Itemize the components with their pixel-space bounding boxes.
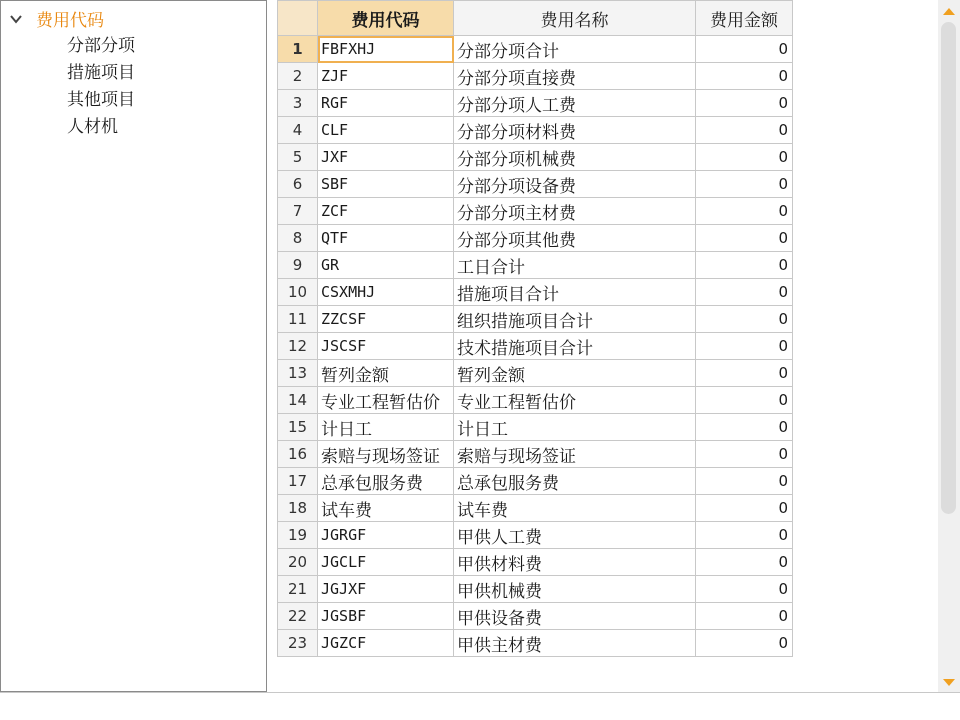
row-number[interactable]: 21: [278, 576, 318, 603]
table-row[interactable]: [278, 549, 793, 576]
column-header-amount[interactable]: 费用金额: [696, 1, 793, 36]
table-row[interactable]: [278, 198, 793, 225]
row-number[interactable]: 1: [278, 36, 318, 63]
row-number[interactable]: 18: [278, 495, 318, 522]
table-row[interactable]: [278, 279, 793, 306]
cell-code[interactable]: JGSBF: [318, 603, 454, 630]
table-row[interactable]: [278, 333, 793, 360]
cell-amount[interactable]: 0: [696, 144, 793, 171]
row-number[interactable]: 12: [278, 333, 318, 360]
cell-name[interactable]: 分部分项其他费: [454, 225, 696, 252]
column-header-name[interactable]: 费用名称: [454, 1, 696, 36]
cost-code-tree: [0, 0, 267, 692]
row-number[interactable]: 15: [278, 414, 318, 441]
cell-code[interactable]: 专业工程暂估价: [318, 387, 454, 414]
cell-name[interactable]: 分部分项主材费: [454, 198, 696, 225]
row-number[interactable]: 16: [278, 441, 318, 468]
cell-name[interactable]: 工日合计: [454, 252, 696, 279]
cell-code[interactable]: RGF: [318, 90, 454, 117]
cell-code[interactable]: JSCSF: [318, 333, 454, 360]
cell-code[interactable]: SBF: [318, 171, 454, 198]
tree-item[interactable]: 分部分项: [67, 36, 135, 56]
cell-name[interactable]: 甲供机械费: [454, 576, 696, 603]
table-row[interactable]: [278, 360, 793, 387]
cell-amount[interactable]: 0: [696, 495, 793, 522]
arrow-up-icon: [943, 0, 955, 20]
cell-name[interactable]: 技术措施项目合计: [454, 333, 696, 360]
cell-code[interactable]: JGJXF: [318, 576, 454, 603]
cell-amount[interactable]: 0: [696, 252, 793, 279]
cell-name[interactable]: 甲供材料费: [454, 549, 696, 576]
cell-name[interactable]: 分部分项机械费: [454, 144, 696, 171]
cell-name[interactable]: 甲供主材费: [454, 630, 696, 657]
cell-name[interactable]: 索赔与现场签证: [454, 441, 696, 468]
table-row[interactable]: [278, 171, 793, 198]
cell-code[interactable]: GR: [318, 252, 454, 279]
table-row[interactable]: [278, 441, 793, 468]
cell-amount[interactable]: 0: [696, 63, 793, 90]
scroll-up-button[interactable]: [938, 0, 960, 20]
row-number[interactable]: 22: [278, 603, 318, 630]
cell-amount[interactable]: 0: [696, 468, 793, 495]
cell-name[interactable]: 分部分项直接费: [454, 63, 696, 90]
cell-amount[interactable]: 0: [696, 117, 793, 144]
cell-code[interactable]: ZCF: [318, 198, 454, 225]
row-number[interactable]: 3: [278, 90, 318, 117]
row-number[interactable]: 19: [278, 522, 318, 549]
cell-name[interactable]: 分部分项设备费: [454, 171, 696, 198]
vertical-scrollbar[interactable]: [938, 0, 960, 692]
status-bar: [0, 692, 960, 720]
row-number[interactable]: 20: [278, 549, 318, 576]
arrow-down-icon: [943, 672, 955, 692]
cell-name[interactable]: 总承包服务费: [454, 468, 696, 495]
table-row[interactable]: [278, 387, 793, 414]
row-number[interactable]: 7: [278, 198, 318, 225]
cell-code[interactable]: JGCLF: [318, 549, 454, 576]
cell-code[interactable]: JXF: [318, 144, 454, 171]
cell-name[interactable]: 专业工程暂估价: [454, 387, 696, 414]
cell-amount[interactable]: 0: [696, 576, 793, 603]
cell-amount[interactable]: 0: [696, 549, 793, 576]
table-row[interactable]: [278, 117, 793, 144]
cell-code[interactable]: 索赔与现场签证: [318, 441, 454, 468]
table-row[interactable]: [278, 90, 793, 117]
cell-name[interactable]: 甲供人工费: [454, 522, 696, 549]
table-row[interactable]: [278, 414, 793, 441]
tree-item[interactable]: 人材机: [67, 117, 118, 137]
cell-amount[interactable]: 0: [696, 333, 793, 360]
table-header-row: [278, 1, 793, 36]
cell-code[interactable]: 计日工: [318, 414, 454, 441]
cell-name[interactable]: 分部分项合计: [454, 36, 696, 63]
row-number[interactable]: 11: [278, 306, 318, 333]
table-row[interactable]: [278, 306, 793, 333]
cell-code[interactable]: 暂列金额: [318, 360, 454, 387]
cell-amount[interactable]: 0: [696, 441, 793, 468]
row-number[interactable]: 6: [278, 171, 318, 198]
tree-item[interactable]: 措施项目: [67, 63, 135, 83]
cell-code[interactable]: ZZCSF: [318, 306, 454, 333]
cell-code[interactable]: JGZCF: [318, 630, 454, 657]
table-corner[interactable]: [278, 1, 318, 36]
row-number[interactable]: 10: [278, 279, 318, 306]
cell-name[interactable]: 甲供设备费: [454, 603, 696, 630]
cell-amount[interactable]: 0: [696, 387, 793, 414]
row-number[interactable]: 23: [278, 630, 318, 657]
table-row[interactable]: [278, 225, 793, 252]
row-number[interactable]: 5: [278, 144, 318, 171]
cell-code[interactable]: CSXMHJ: [318, 279, 454, 306]
row-number[interactable]: 4: [278, 117, 318, 144]
table-row[interactable]: [278, 630, 793, 657]
cell-amount[interactable]: 0: [696, 279, 793, 306]
table-row[interactable]: [278, 495, 793, 522]
cell-amount[interactable]: 0: [696, 90, 793, 117]
cell-amount[interactable]: 0: [696, 306, 793, 333]
cell-amount[interactable]: 0: [696, 36, 793, 63]
cell-amount[interactable]: 0: [696, 603, 793, 630]
row-number[interactable]: 2: [278, 63, 318, 90]
cell-name[interactable]: 分部分项材料费: [454, 117, 696, 144]
row-number[interactable]: 8: [278, 225, 318, 252]
table-row[interactable]: [278, 576, 793, 603]
cost-grid: [277, 0, 937, 692]
cell-amount[interactable]: 0: [696, 171, 793, 198]
cell-code[interactable]: 试车费: [318, 495, 454, 522]
cell-name[interactable]: 计日工: [454, 414, 696, 441]
cell-code[interactable]: JGRGF: [318, 522, 454, 549]
cell-amount[interactable]: 0: [696, 630, 793, 657]
row-number[interactable]: 17: [278, 468, 318, 495]
cell-code[interactable]: FBFXHJ: [318, 36, 454, 63]
row-number[interactable]: 14: [278, 387, 318, 414]
cell-code[interactable]: QTF: [318, 225, 454, 252]
cell-name[interactable]: 分部分项人工费: [454, 90, 696, 117]
chevron-down-icon[interactable]: [9, 11, 23, 25]
table-row[interactable]: [278, 522, 793, 549]
row-number[interactable]: 13: [278, 360, 318, 387]
cell-amount[interactable]: 0: [696, 225, 793, 252]
cell-amount[interactable]: 0: [696, 522, 793, 549]
tree-root-label: 费用代码: [36, 10, 104, 31]
cell-code[interactable]: ZJF: [318, 63, 454, 90]
cell-name[interactable]: 组织措施项目合计: [454, 306, 696, 333]
table-row[interactable]: [278, 144, 793, 171]
tree-root-item[interactable]: [9, 7, 104, 29]
tree-item[interactable]: 其他项目: [67, 90, 135, 110]
table-row[interactable]: [278, 252, 793, 279]
cell-amount[interactable]: 0: [696, 198, 793, 225]
table-row[interactable]: [278, 36, 793, 63]
cell-amount[interactable]: 0: [696, 360, 793, 387]
cell-name[interactable]: 试车费: [454, 495, 696, 522]
cell-code[interactable]: CLF: [318, 117, 454, 144]
cell-name[interactable]: 暂列金额: [454, 360, 696, 387]
cell-name[interactable]: 措施项目合计: [454, 279, 696, 306]
table-row[interactable]: [278, 603, 793, 630]
cell-code[interactable]: 总承包服务费: [318, 468, 454, 495]
column-header-code[interactable]: 费用代码: [318, 1, 454, 36]
scrollbar-thumb[interactable]: [941, 22, 956, 514]
cell-amount[interactable]: 0: [696, 414, 793, 441]
table-row[interactable]: [278, 468, 793, 495]
table-row[interactable]: [278, 63, 793, 90]
row-number[interactable]: 9: [278, 252, 318, 279]
scroll-down-button[interactable]: [938, 672, 960, 692]
cost-table: [277, 0, 793, 657]
